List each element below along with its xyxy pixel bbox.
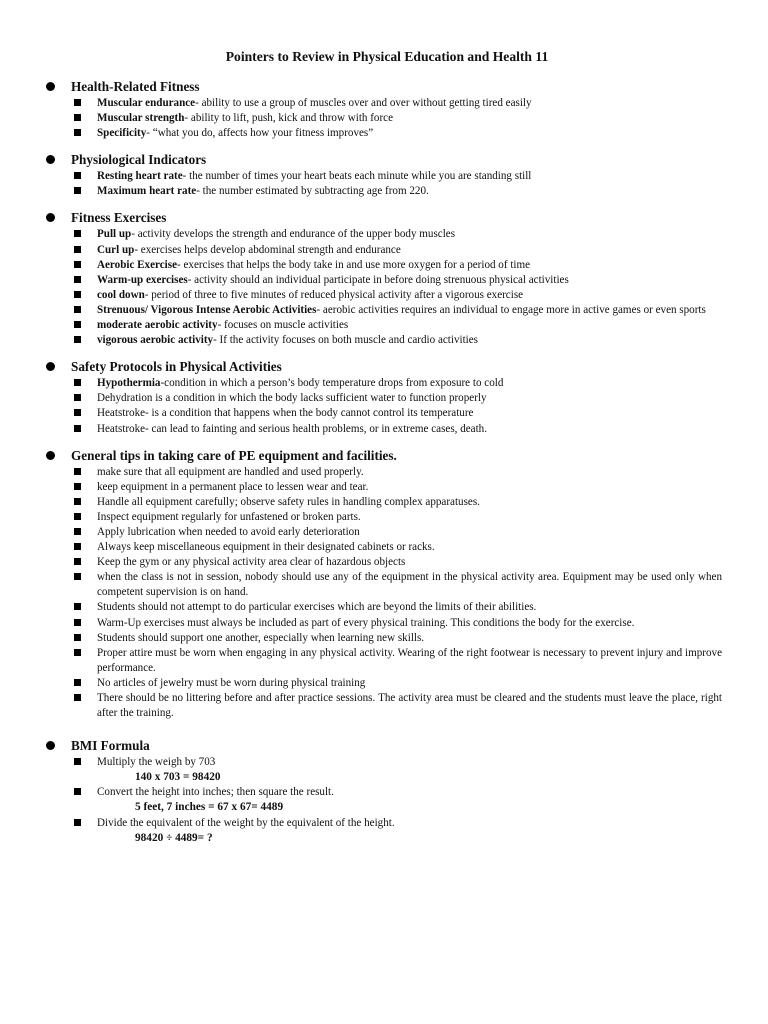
item-text: - If the activity focuses on both muscle and cardio activities: [213, 334, 478, 347]
square-bullet-icon: [74, 679, 81, 686]
square-bullet-icon: [74, 513, 81, 520]
list-item: [46, 391, 722, 406]
page-title: Pointers to Review in Physical Education and Health 11: [225, 49, 549, 64]
square-bullet-icon: [74, 528, 81, 535]
list-item: [46, 570, 722, 600]
list-item: [46, 600, 722, 615]
list-item: [46, 816, 722, 831]
section-fitness-exercises: [46, 209, 722, 348]
item-term: Specificity: [97, 127, 147, 140]
square-bullet-icon: [74, 99, 81, 106]
list-item: [46, 184, 722, 199]
square-bullet-icon: [74, 394, 81, 401]
item-text: - exercises helps develop abdominal strength and endurance: [134, 243, 401, 256]
item-text: Proper attire must be worn when engaging in any physical activity. Wearing of the right footwear is necessary to prevent injury and improve performance.: [97, 646, 722, 674]
item-text: - activity should an individual participate in before doing strenuous physical activities: [187, 273, 569, 286]
square-bullet-icon: [74, 261, 81, 268]
square-bullet-icon: [74, 114, 81, 121]
item-term: Maximum heart rate: [97, 185, 197, 198]
list-item: [46, 169, 722, 184]
item-text: Inspect equipment regularly for unfastened or broken parts.: [97, 510, 361, 523]
bullet-dot-icon: [46, 741, 55, 750]
item-text: No articles of jewelry must be worn during physical training: [97, 676, 366, 689]
square-bullet-icon: [74, 573, 81, 580]
list-item: [46, 406, 722, 421]
section-heading: [46, 447, 722, 465]
list-item: [46, 376, 722, 391]
square-bullet-icon: [74, 788, 81, 795]
bullet-list: [46, 227, 722, 348]
item-text: Heatstroke- can lead to fainting and serious health problems, or in extreme cases, death.: [97, 422, 487, 435]
section-heading-text: Physiological Indicators: [71, 152, 207, 168]
item-term: Strenuous/ Vigorous Intense Aerobic Activities: [97, 303, 317, 316]
list-item: [46, 540, 722, 555]
item-text: There should be no littering before and after practice sessions. The activity area must be cleared and the students must leave the place, right after the training.: [97, 692, 722, 720]
list-item: [46, 258, 722, 273]
item-text: - “what you do, affects how your fitness improves”: [146, 127, 374, 140]
formula-line: 98420 ÷ 4489= ?: [135, 831, 213, 844]
item-term: vigorous aerobic activity: [97, 334, 214, 347]
item-text: Dehydration is a condition in which the body lacks sufficient water to function properly: [97, 392, 487, 405]
item-text: keep equipment in a permanent place to lessen wear and tear.: [97, 480, 369, 493]
section-health-related-fitness: [46, 78, 722, 141]
list-item: [46, 333, 722, 348]
section-heading-text: General tips in taking care of PE equipment and facilities.: [71, 447, 397, 463]
square-bullet-icon: [74, 694, 81, 701]
list-item: [46, 318, 722, 333]
item-text: Multiply the weigh by 703: [97, 756, 216, 769]
item-text: Students should support one another, especially when learning new skills.: [97, 631, 425, 644]
square-bullet-icon: [74, 425, 81, 432]
bullet-dot-icon: [46, 451, 55, 460]
list-item: [46, 303, 722, 318]
list-item: [46, 616, 722, 631]
item-text: - ability to lift, push, kick and throw with force: [184, 112, 394, 125]
item-term: Pull up: [97, 228, 132, 241]
square-bullet-icon: [74, 379, 81, 386]
square-bullet-icon: [74, 306, 81, 313]
square-bullet-icon: [74, 468, 81, 475]
list-item: [46, 480, 722, 495]
square-bullet-icon: [74, 758, 81, 765]
item-term: Curl up: [97, 243, 135, 256]
list-item: [46, 510, 722, 525]
item-text: Students should not attempt to do particular exercises which are beyond the limits of their abilities.: [97, 601, 537, 614]
item-text: - the number of times your heart beats each minute while you are standing still: [182, 170, 532, 183]
item-text: - activity develops the strength and endurance of the upper body muscles: [131, 228, 456, 241]
square-bullet-icon: [74, 498, 81, 505]
item-text: make sure that all equipment are handled and used properly.: [97, 465, 364, 478]
list-item: [46, 676, 722, 691]
square-bullet-icon: [74, 172, 81, 179]
section-heading: [46, 209, 722, 227]
list-item: [46, 495, 722, 510]
item-text: - exercises that helps the body take in and use more oxygen for a period of time: [177, 258, 531, 271]
item-term: Hypothermia: [97, 377, 161, 390]
square-bullet-icon: [74, 634, 81, 641]
list-item: [46, 646, 722, 676]
square-bullet-icon: [74, 230, 81, 237]
item-term: cool down: [97, 288, 145, 301]
square-bullet-icon: [74, 483, 81, 490]
list-item: [46, 691, 722, 721]
list-item: [46, 273, 722, 288]
list-item: [46, 96, 722, 111]
list-item: [46, 555, 722, 570]
item-term: moderate aerobic activity: [97, 319, 218, 332]
bullet-list: [46, 816, 722, 831]
list-item: [46, 785, 722, 800]
item-term: Warm-up exercises: [97, 273, 188, 286]
square-bullet-icon: [74, 187, 81, 194]
square-bullet-icon: [74, 336, 81, 343]
item-text: Heatstroke- is a condition that happens when the body cannot control its temperature: [97, 407, 474, 420]
square-bullet-icon: [74, 276, 81, 283]
list-item: [46, 111, 722, 126]
section-heading-text: BMI Formula: [71, 738, 150, 754]
item-term: Resting heart rate: [97, 170, 183, 183]
list-item: [46, 465, 722, 480]
square-bullet-icon: [74, 543, 81, 550]
item-text: Convert the height into inches; then square the result.: [97, 786, 334, 799]
item-term: Aerobic Exercise: [97, 258, 177, 271]
bullet-list: [46, 376, 722, 436]
square-bullet-icon: [74, 129, 81, 136]
item-text: Warm-Up exercises must always be included as part of every physical training. This conditions the body for the exercise.: [97, 616, 635, 629]
section-bmi-formula: [46, 737, 722, 846]
item-text: - period of three to five minutes of reduced physical activity after a vigorous exercise: [144, 288, 524, 301]
bullet-dot-icon: [46, 213, 55, 222]
square-bullet-icon: [74, 619, 81, 626]
square-bullet-icon: [74, 409, 81, 416]
section-heading: [46, 358, 722, 376]
section-physiological-indicators: [46, 151, 722, 199]
item-text: -condition in which a person’s body temperature drops from exposure to cold: [160, 377, 504, 390]
bullet-list: [46, 755, 722, 770]
bullet-list: [46, 465, 722, 722]
square-bullet-icon: [74, 649, 81, 656]
section-heading-text: Health-Related Fitness: [71, 79, 200, 94]
square-bullet-icon: [74, 246, 81, 253]
formula-line: 140 x 703 = 98420: [135, 771, 221, 784]
section-heading-text: Safety Protocols in Physical Activities: [71, 359, 282, 375]
list-item: [46, 126, 722, 141]
bullet-dot-icon: [46, 82, 55, 91]
list-item: [46, 288, 722, 303]
bullet-list: [46, 785, 722, 800]
item-text: Divide the equivalent of the weight by the equivalent of the height.: [97, 816, 395, 829]
item-text: - ability to use a group of muscles over and over without getting tired easily: [195, 97, 532, 109]
item-term: Muscular strength: [97, 112, 185, 125]
section-heading: [46, 737, 722, 755]
square-bullet-icon: [74, 558, 81, 565]
list-item: [46, 755, 722, 770]
item-text: Handle all equipment carefully; observe safety rules in handling complex apparatuses.: [97, 495, 480, 508]
bullet-list: [46, 169, 722, 199]
section-heading: [46, 78, 722, 96]
formula-line: 5 feet, 7 inches = 67 x 67= 4489: [135, 801, 284, 814]
item-text: - focuses on muscle activities: [217, 319, 349, 332]
item-text: when the class is not in session, nobody should use any of the equipment in the physical activity area. Equipment may be used only when competent supervision is on hand.: [97, 571, 722, 599]
square-bullet-icon: [74, 321, 81, 328]
bullet-dot-icon: [46, 362, 55, 371]
section-equipment-care-tips: [46, 447, 722, 722]
item-text: - aerobic activities requires an individual to engage more in active games or even sports: [316, 303, 706, 316]
square-bullet-icon: [74, 603, 81, 610]
square-bullet-icon: [74, 819, 81, 826]
section-heading-text: Fitness Exercises: [71, 210, 167, 226]
bullet-dot-icon: [46, 155, 55, 164]
list-item: [46, 631, 722, 646]
item-text: Apply lubrication when needed to avoid early deterioration: [97, 525, 360, 538]
item-text: Keep the gym or any physical activity area clear of hazardous objects: [97, 556, 406, 569]
list-item: [46, 243, 722, 258]
list-item: [46, 525, 722, 540]
item-text: Always keep miscellaneous equipment in their designated cabinets or racks.: [97, 541, 435, 554]
item-text: - the number estimated by subtracting age from 220.: [196, 185, 429, 198]
section-heading: [46, 151, 722, 169]
section-safety-protocols: [46, 358, 722, 436]
list-item: [46, 422, 722, 437]
list-item: [46, 227, 722, 242]
item-term: Muscular endurance: [97, 97, 196, 109]
square-bullet-icon: [74, 291, 81, 298]
bullet-list: [46, 96, 722, 141]
